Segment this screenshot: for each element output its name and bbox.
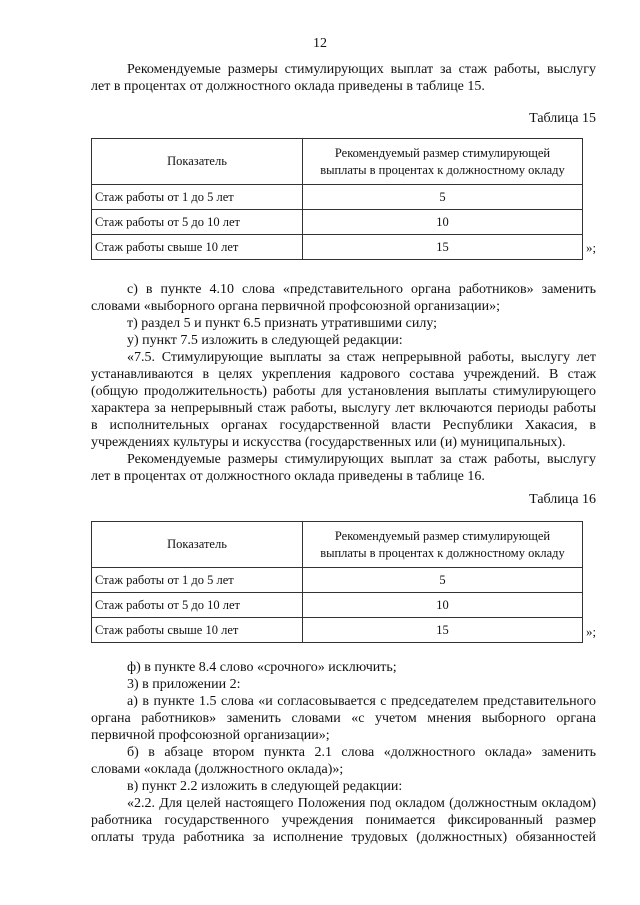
text-line: учреждениях культуры и искусства (государственных или (и) муниципальных). (91, 435, 566, 450)
cell: 10 (303, 210, 583, 235)
page-number: 12 (313, 36, 327, 51)
header-text: выплаты в процентах к должностному окладу (320, 545, 565, 560)
header-cell (303, 139, 583, 185)
closing-quote: »; (586, 624, 597, 639)
text-line: «2.2. Для целей настоящего Положения под окладом (должностным окладом) (127, 796, 596, 811)
header-cell: Показатель (92, 139, 303, 185)
text-line: в) пункт 2.2 изложить в следующей редакции: (127, 779, 403, 794)
cell: 15 (303, 618, 583, 643)
table-15 (91, 138, 583, 260)
cell: 5 (303, 185, 583, 210)
text-line: оплаты труда работника за исполнение трудовых (должностных) обязанностей (91, 830, 596, 845)
header-cell: Показатель (92, 522, 303, 568)
table-row (92, 185, 583, 210)
text-line: словами «оклада (должностного оклада)»; (91, 762, 344, 777)
text-line: с) в пункте 4.10 слова «представительного органа работников» заменить (127, 282, 596, 297)
header-text: Рекомендуемый размер стимулирующей (334, 528, 551, 543)
text-line: первичной профсоюзной организации»; (91, 728, 330, 743)
cell: 5 (303, 568, 583, 593)
table15-label: Таблица 15 (529, 111, 596, 126)
amendments-block-1 (91, 281, 596, 485)
text-line: «7.5. Стимулирующие выплаты за стаж непрерывной работы, выслугу лет (127, 350, 596, 365)
text-line: а) в пункте 1.5 слова «и согласовывается с председателем представительного (127, 694, 596, 709)
cell: 15 (303, 235, 583, 260)
table-row (92, 593, 583, 618)
cell: Стаж работы от 1 до 5 лет (92, 185, 303, 210)
table-row (92, 235, 583, 260)
header-cell (303, 522, 583, 568)
text-line: в исполнительных органах государственной власти Республики Хакасия, в (91, 418, 596, 433)
text-line: ф) в пункте 8.4 слово «срочного» исключить; (127, 660, 397, 675)
text-line: (общую продолжительность) работы для установления выплаты стимулирующего (91, 384, 596, 399)
paragraph-table15-intro (91, 61, 596, 95)
text-line: б) в абзаце втором пункта 2.1 слова «должностного оклада» заменить (127, 745, 596, 760)
text-line: характера за непрерывный стаж работы, выслугу лет включаются периоды работы (91, 401, 596, 416)
table-header-row (92, 522, 583, 568)
cell: Стаж работы свыше 10 лет (92, 618, 303, 643)
table-row (92, 568, 583, 593)
cell: 10 (303, 593, 583, 618)
text-line: Рекомендуемые размеры стимулирующих выплат за стаж работы, выслугу (127, 62, 596, 77)
text-line: устанавливаются в целях укрепления кадрового состава учреждений. В стаж (91, 367, 596, 382)
table16-label: Таблица 16 (529, 492, 596, 507)
closing-quote: »; (586, 240, 597, 255)
table-row (92, 210, 583, 235)
cell: Стаж работы свыше 10 лет (92, 235, 303, 260)
cell: Стаж работы от 5 до 10 лет (92, 210, 303, 235)
cell: Стаж работы от 1 до 5 лет (92, 568, 303, 593)
text-line: т) раздел 5 и пункт 6.5 признать утратившими силу; (127, 316, 438, 331)
text-line: работника государственного учреждения понимается фиксированный размер (91, 813, 596, 828)
text-line: лет в процентах от должностного оклада приведены в таблице 15. (91, 79, 485, 94)
text-line: у) пункт 7.5 изложить в следующей редакции: (127, 333, 403, 348)
table-row (92, 618, 583, 643)
table-16 (91, 521, 583, 643)
text-line: лет в процентах от должностного оклада приведены в таблице 16. (91, 469, 485, 484)
header-text: Рекомендуемый размер стимулирующей (334, 145, 551, 160)
text-line: 3) в приложении 2: (127, 677, 241, 692)
text-line: Рекомендуемые размеры стимулирующих выплат за стаж работы, выслугу (127, 452, 596, 467)
cell: Стаж работы от 5 до 10 лет (92, 593, 303, 618)
amendments-block-2 (91, 659, 596, 846)
header-text: выплаты в процентах к должностному окладу (320, 162, 565, 177)
text-line: словами «выборного органа первичной профсоюзной организации»; (91, 299, 501, 314)
table-header-row (92, 139, 583, 185)
text-line: органа работников» заменить словами «с учетом мнения выборного органа (91, 711, 596, 726)
